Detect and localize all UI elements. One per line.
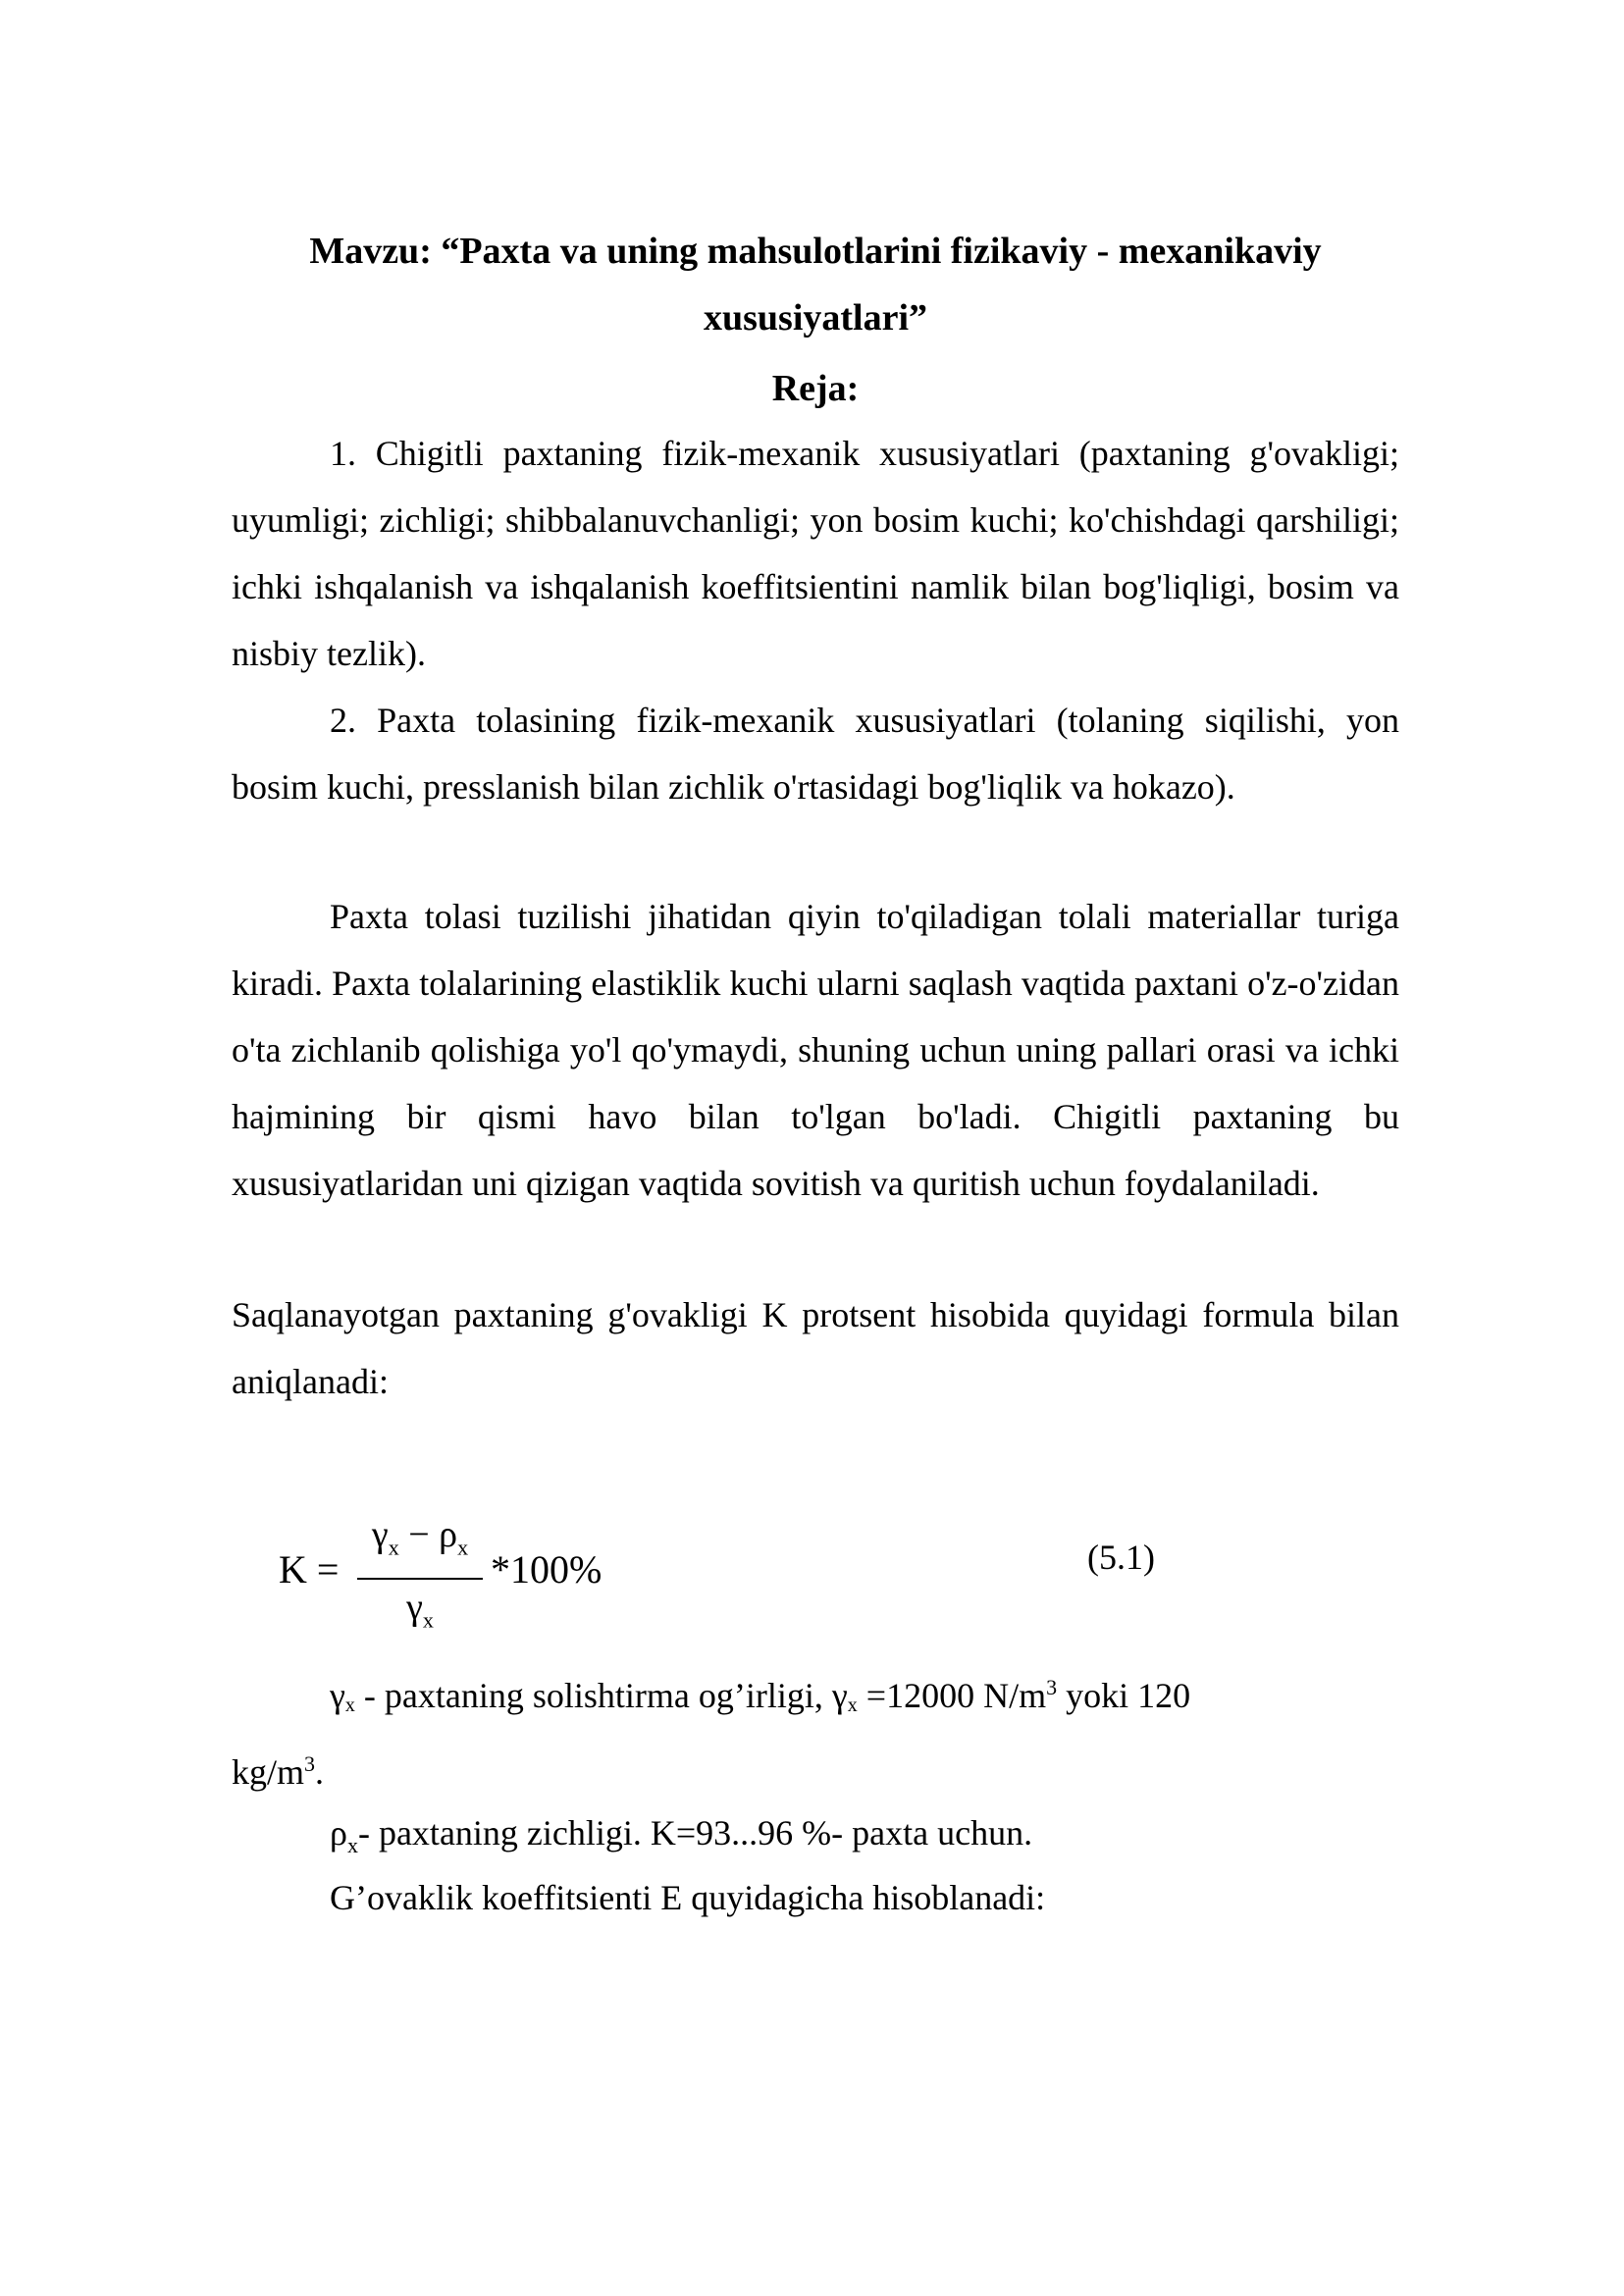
- gamma-value: =12000 N/m: [857, 1676, 1047, 1715]
- rho-sub: x: [346, 1833, 358, 1858]
- title-line-1: Mavzu: “Paxta va uning mahsulotlarini fizikaviy - mexanikaviy: [309, 231, 1322, 272]
- plan-item-2: 2. Paxta tolasining fizik-mexanik xususiyatlari (tolaning siqilishi, yon bosim kuchi, presslanish bilan zichlik o'rtasidagi bog'liqlik va hokazo).: [232, 701, 1399, 807]
- numerator-rho-sub: x: [457, 1535, 469, 1560]
- denominator-gamma-sub: x: [422, 1607, 434, 1633]
- numerator-minus: −: [398, 1514, 440, 1555]
- formula-intro: Saqlanayotgan paxtaning g'ovakligi K protsent hisobida quyidagi formula bilan aniqlanadi:: [232, 1295, 1399, 1401]
- fraction-bar: [357, 1578, 483, 1580]
- gamma-definition: [232, 1662, 1399, 1805]
- formula-lhs: K =: [279, 1547, 340, 1592]
- formula-denominator: [357, 1584, 483, 1644]
- coefficient-definition: [232, 1864, 1399, 1931]
- gamma-unit-tail: .: [315, 1752, 325, 1792]
- gamma-symbol: γ: [330, 1676, 345, 1715]
- denominator-gamma: γ: [406, 1586, 423, 1628]
- formula-tail: *100%: [491, 1547, 602, 1592]
- formula-fraction: [357, 1511, 483, 1644]
- gamma-unit-sup: 3: [304, 1751, 316, 1776]
- equation-number: (5.1): [1087, 1538, 1155, 1577]
- gamma-symbol-2: γ: [831, 1676, 848, 1715]
- gamma-definition-line-1: [232, 1662, 1399, 1739]
- formula-numerator: [357, 1511, 483, 1572]
- gamma-value-tail: yoki 120: [1057, 1676, 1191, 1715]
- formula-5-1: [279, 1511, 691, 1639]
- body-paragraph: Paxta tolasi tuzilishi jihatidan qiyin to'qiladigan tolali materiallar turiga kiradi. Paxta tolalarining elastiklik kuchi ularni saqlash vaqtida paxtani o'z-o'zidan o'ta zichlanib qolishiga yo'l qo'ymaydi, shuning uchun uning pallari orasi va ichki hajmining bir qismi havo bilan to'lgan bo'ladi. Chigitli paxtaning bu xususiyatlaridan uni qizigan vaqtida sovitish va quritish uchun foydalaniladi.: [232, 897, 1399, 1203]
- gamma-definition-line-2: [232, 1739, 1399, 1805]
- numerator-rho: ρ: [439, 1514, 458, 1555]
- rho-text: - paxtaning zichligi. K=93...96 %- paxta uchun.: [357, 1813, 1033, 1852]
- rho-symbol: ρ: [330, 1813, 347, 1852]
- document-title: [232, 218, 1399, 351]
- gamma-text: - paxtaning solishtirma og’irligi,: [354, 1676, 832, 1715]
- numerator-gamma: γ: [371, 1514, 389, 1555]
- title-line-2: xususiyatlari”: [703, 297, 928, 339]
- coefficient-text: G’ovaklik koeffitsienti E quyidagicha hisoblanadi:: [330, 1878, 1046, 1917]
- plan-heading: Reja:: [771, 368, 860, 409]
- gamma-sub-2: x: [847, 1695, 858, 1716]
- numerator-gamma-sub: x: [388, 1535, 399, 1560]
- gamma-sub: x: [344, 1695, 355, 1716]
- gamma-value-sup: 3: [1046, 1675, 1058, 1699]
- gamma-unit: kg/m: [232, 1752, 305, 1792]
- plan-item-1: 1. Chigitli paxtaning fizik-mexanik xususiyatlari (paxtaning g'ovakligi; uyumligi; zichligi; shibbalanuvchanligi; yon bosim kuchi; ko'chishdagi qarshiligi; ichki ishqalanish va ishqalanish koeffitsientini namlik bilan bog'liqligi, bosim va nisbiy tezlik).: [232, 434, 1399, 673]
